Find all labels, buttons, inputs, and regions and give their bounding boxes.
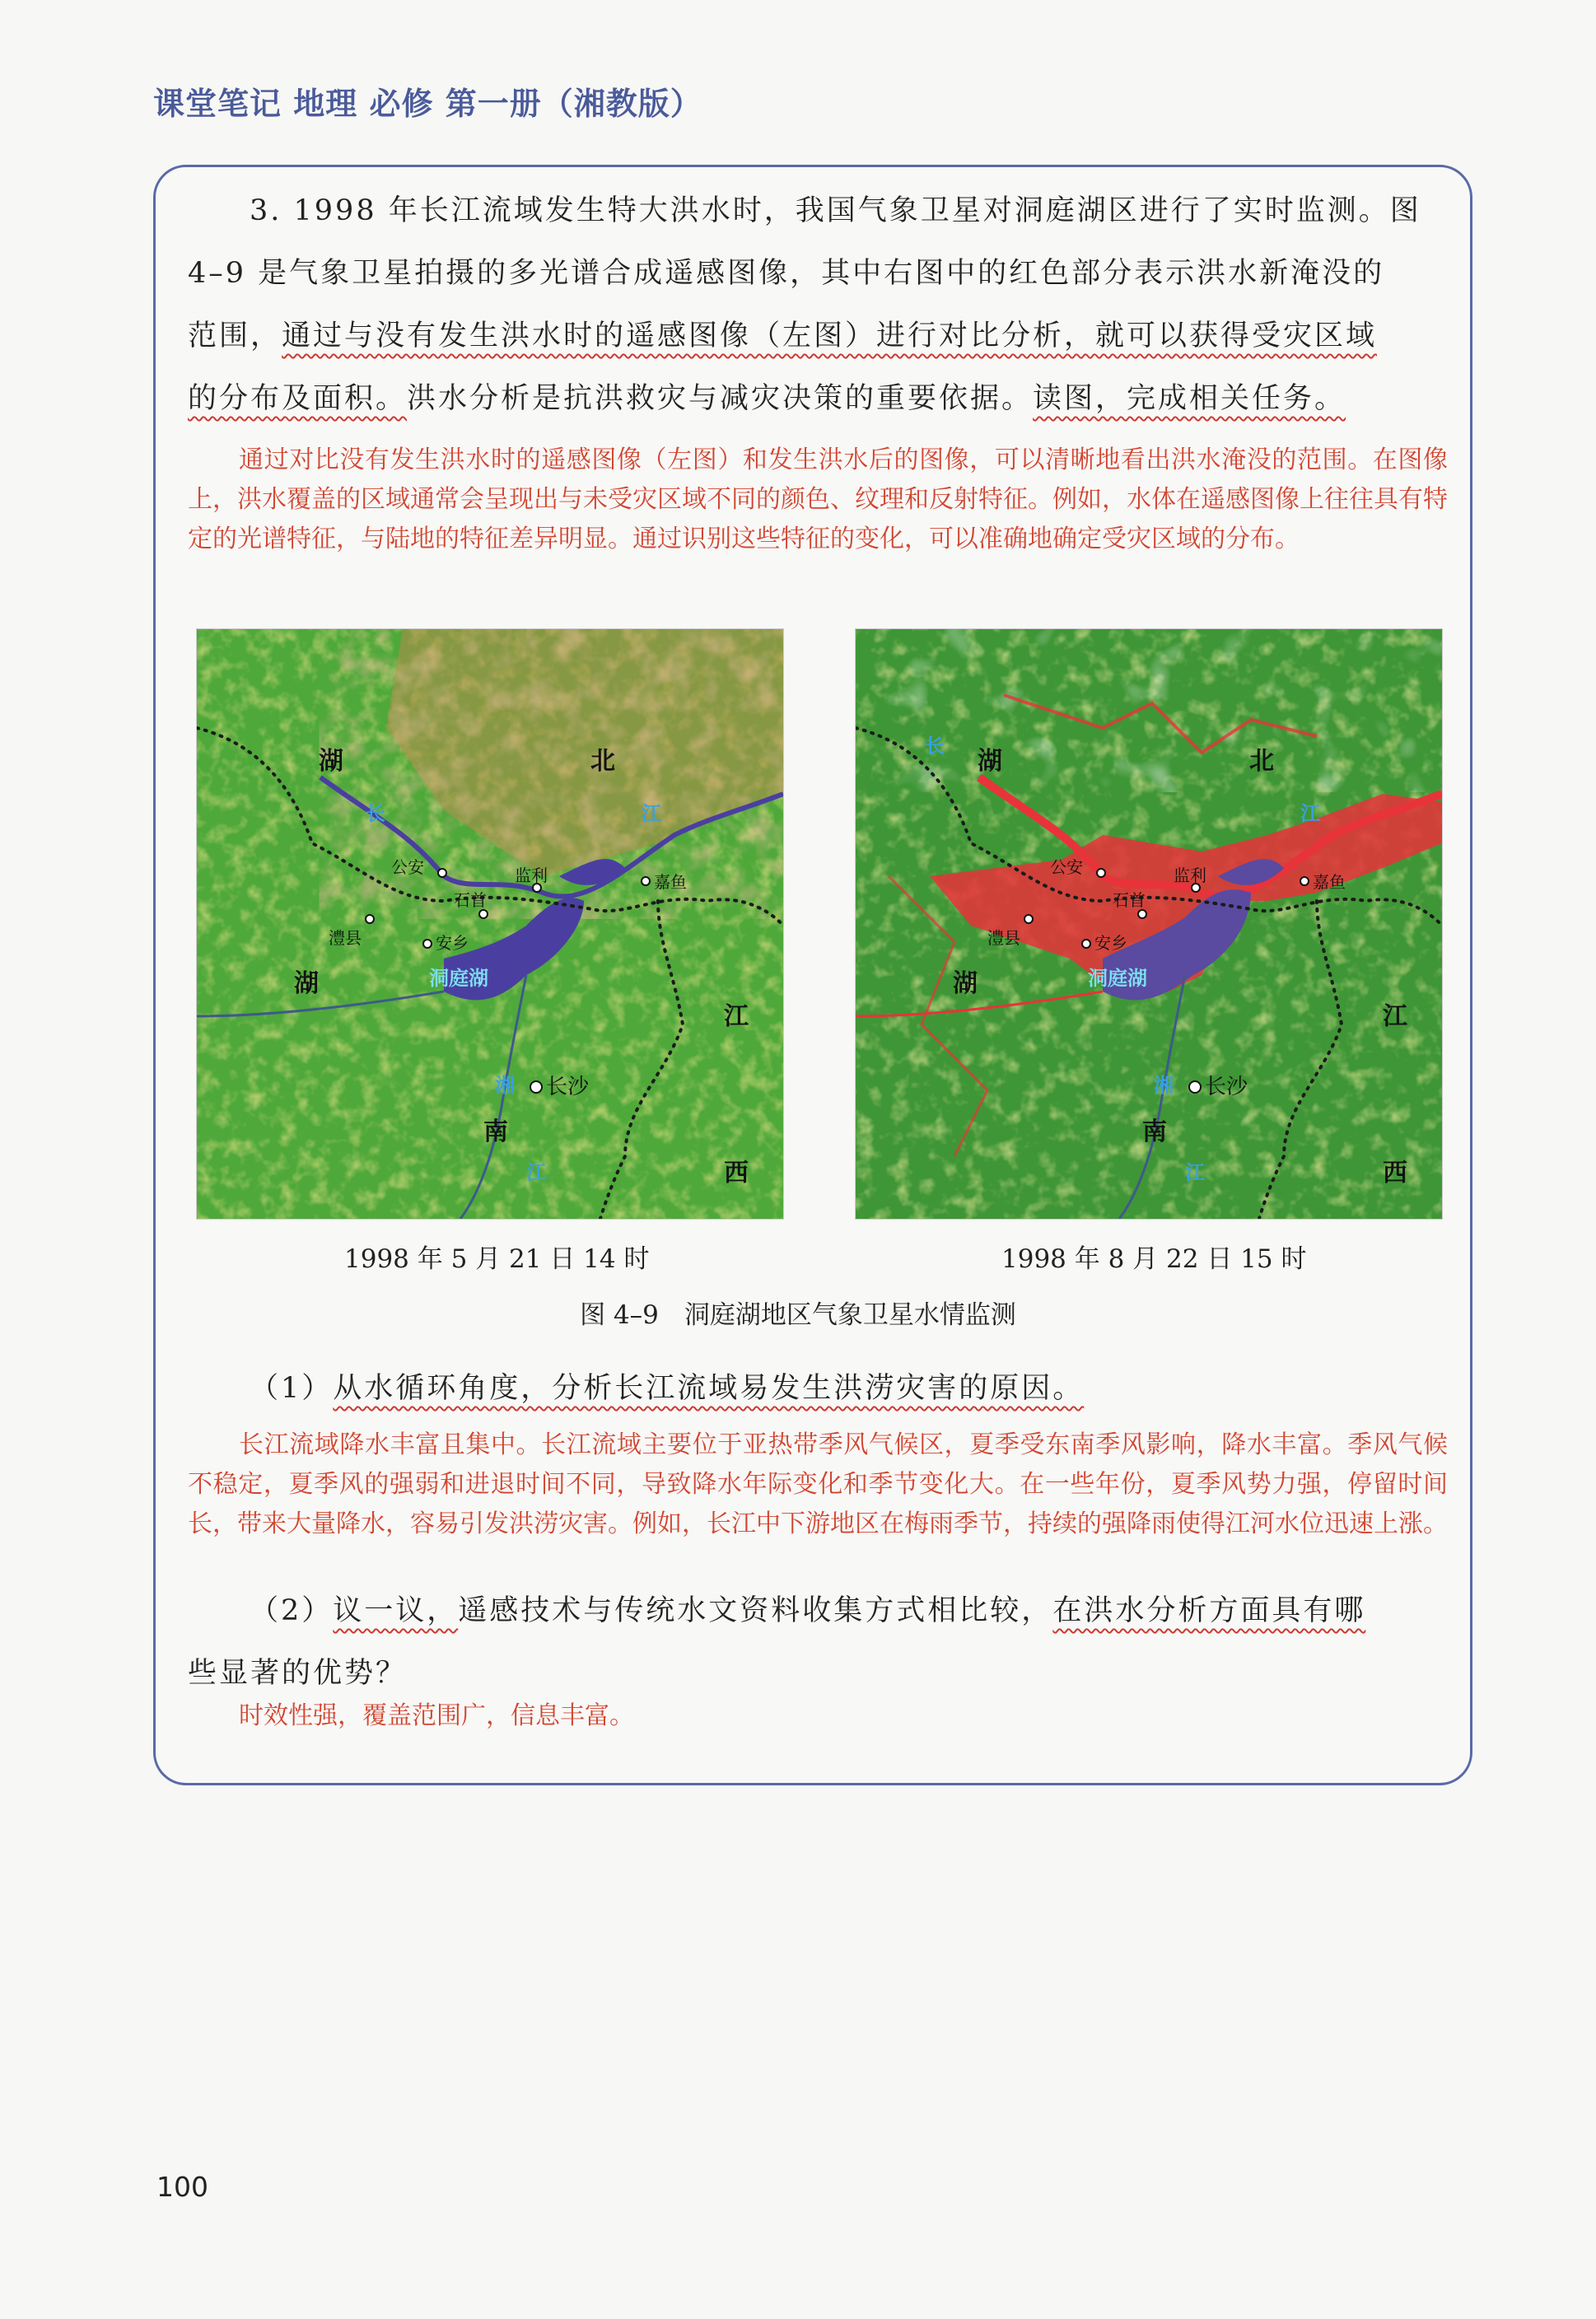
right-map-caption: 1998 年 8 月 22 日 15 时 xyxy=(1001,1244,1307,1274)
page-number: 100 xyxy=(156,2171,208,2203)
left-map-caption: 1998 年 5 月 21 日 14 时 xyxy=(344,1244,650,1274)
answer-note-3: 时效性强，覆盖范围广，信息丰富。 xyxy=(239,1701,634,1730)
label-hu-north: 湖 xyxy=(319,747,343,776)
question-line-1: 3. 1998 年长江流域发生特大洪水时，我国气象卫星对洞庭湖区进行了实时监测。图 xyxy=(250,194,1421,227)
label-bei: 北 xyxy=(1249,747,1274,776)
sub-question-1: （1）从水循环角度，分析长江流域易发生洪涝灾害的原因。 xyxy=(250,1372,1085,1405)
label-changsha: 长沙 xyxy=(1205,1075,1248,1099)
label-jianli: 监利 xyxy=(515,866,548,885)
satellite-map-august xyxy=(855,628,1443,1220)
label-xiang-jiang: 江 xyxy=(1185,1160,1205,1184)
label-changsha: 长沙 xyxy=(546,1075,590,1099)
label-jiayu: 嘉鱼 xyxy=(654,872,687,892)
label-anxiang: 安乡 xyxy=(436,933,469,953)
label-xi: 西 xyxy=(1383,1159,1407,1187)
label-bei: 北 xyxy=(590,747,615,776)
book-header: 课堂笔记 地理 必修 第一册（湘教版） xyxy=(153,86,702,122)
label-shishou: 石首 xyxy=(1113,890,1146,910)
label-dongtinghu: 洞庭湖 xyxy=(429,966,488,990)
label-chang: 长 xyxy=(925,734,945,758)
label-gongan: 公安 xyxy=(1050,857,1083,877)
question-line-2: 4–9 是气象卫星拍摄的多光谱合成遥感图像，其中右图中的红色部分表示洪水新淹没的 xyxy=(188,257,1385,290)
label-jiang-province: 江 xyxy=(1383,1002,1407,1031)
label-hu-north: 湖 xyxy=(978,747,1002,776)
figure-caption: 图 4–9 洞庭湖地区气象卫星水情监测 xyxy=(580,1300,1016,1330)
answer-note-2: 长江流域降水丰富且集中。长江流域主要位于亚热带季风气候区，夏季受东南季风影响，降水丰富。季风气候不稳定，夏季风的强弱和进退时间不同，导致降水年际变化和季节变化大。在一些年份，夏季风势力强，停留时间长，带来大量降水，容易引发洪涝灾害。例如，长江中下游地区在梅雨季节，持续的强降雨使得江河水位迅速上涨。 xyxy=(188,1430,1448,1538)
sub-question-2: （2）议一议，遥感技术与传统水文资料收集方式相比较，在洪水分析方面具有哪 些显著的优势？ xyxy=(188,1594,1366,1690)
label-jiayu: 嘉鱼 xyxy=(1313,872,1346,892)
label-jiang-river: 江 xyxy=(642,801,661,825)
label-nan: 南 xyxy=(1142,1118,1167,1146)
label-lixian: 澧县 xyxy=(329,928,362,948)
label-nan: 南 xyxy=(483,1118,508,1146)
label-chang: 长 xyxy=(366,801,385,825)
label-shishou: 石首 xyxy=(454,890,487,910)
label-gongan: 公安 xyxy=(391,857,424,877)
satellite-map-may xyxy=(196,628,784,1220)
label-xiang-jiang: 江 xyxy=(526,1160,546,1184)
question-line-4: 的分布及面积。洪水分析是抗洪救灾与减灾决策的重要依据。读图，完成相关任务。 xyxy=(188,382,1346,415)
question-line-3: 范围，通过与没有发生洪水时的遥感图像（左图）进行对比分析，就可以获得受灾区域 xyxy=(188,320,1378,352)
label-jianli: 监利 xyxy=(1174,866,1206,885)
label-xi: 西 xyxy=(724,1159,749,1187)
question-text xyxy=(188,180,1448,430)
label-xiang: 湘 xyxy=(495,1073,515,1097)
label-dongtinghu: 洞庭湖 xyxy=(1088,966,1147,990)
label-hu-south: 湖 xyxy=(294,969,319,998)
label-jiang-province: 江 xyxy=(724,1002,749,1031)
label-anxiang: 安乡 xyxy=(1094,933,1127,953)
label-hu-south: 湖 xyxy=(953,969,978,998)
label-lixian: 澧县 xyxy=(987,928,1020,948)
label-xiang: 湘 xyxy=(1154,1073,1174,1097)
answer-note-1: 通过对比没有发生洪水时的遥感图像（左图）和发生洪水后的图像，可以清晰地看出洪水淹没的范围。在图像上，洪水覆盖的区域通常会呈现出与未受灾区域不同的颜色、纹理和反射特征。例如，水体在遥感图像上往往具有特定的光谱特征，与陆地的特征差异明显。通过识别这些特征的变化，可以准确地确定受灾区域的分布。 xyxy=(188,446,1448,553)
label-jiang-river: 江 xyxy=(1300,801,1320,825)
